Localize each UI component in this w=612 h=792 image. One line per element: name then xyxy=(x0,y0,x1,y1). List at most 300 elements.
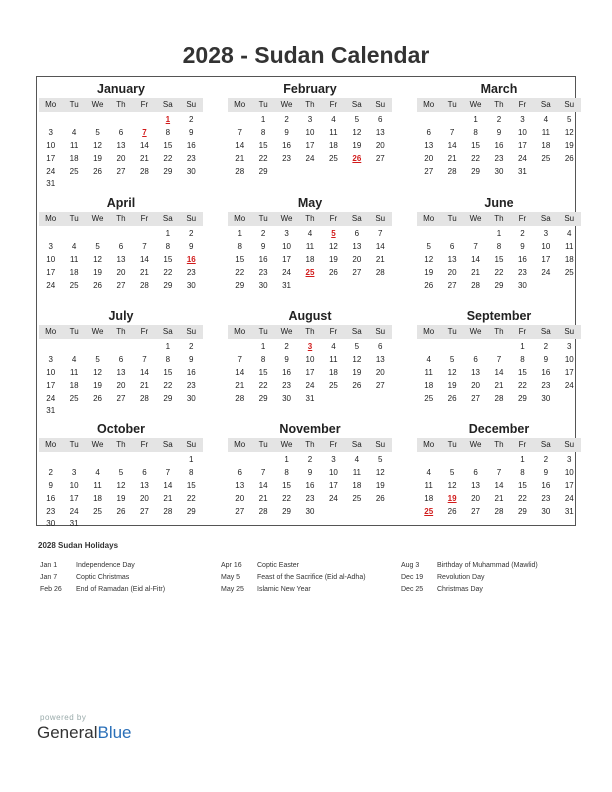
holiday-day-cell: 16 xyxy=(186,254,196,264)
day-cell: 8 xyxy=(520,467,525,477)
empty-cell xyxy=(417,341,440,354)
day-cell: 3 xyxy=(48,241,53,251)
weekday-label: Su xyxy=(186,327,197,336)
day-cell: 23 xyxy=(46,506,56,516)
day-cell: 3 xyxy=(48,127,53,137)
day-grid xyxy=(228,341,392,405)
day-cell: 10 xyxy=(517,127,527,137)
empty-cell xyxy=(109,454,132,467)
day-cell: 6 xyxy=(378,342,383,351)
holiday-column xyxy=(221,560,366,596)
day-cell: 14 xyxy=(258,480,268,490)
day-cell: 6 xyxy=(426,127,431,137)
weekday-header xyxy=(417,438,581,452)
day-cell: 29 xyxy=(282,506,292,516)
day-cell: 10 xyxy=(541,241,551,251)
day-cell: 7 xyxy=(142,354,147,364)
day-cell: 14 xyxy=(494,367,504,377)
day-cell: 25 xyxy=(69,166,79,176)
day-cell: 27 xyxy=(139,506,149,516)
day-cell: 1 xyxy=(165,342,171,351)
holiday-date: Dec 19 xyxy=(401,574,424,581)
day-cell: 21 xyxy=(235,153,245,163)
day-cell: 29 xyxy=(163,280,173,290)
day-cell: 1 xyxy=(284,455,289,464)
day-cell: 30 xyxy=(305,506,315,516)
day-cell: 9 xyxy=(48,480,53,490)
day-cell: 3 xyxy=(543,229,549,238)
day-cell: 8 xyxy=(165,354,171,364)
day-cell: 14 xyxy=(163,480,173,490)
day-cell: 13 xyxy=(375,127,385,137)
day-cell: 28 xyxy=(235,166,245,176)
day-cell: 10 xyxy=(305,354,315,364)
day-cell: 19 xyxy=(352,140,362,150)
empty-cell xyxy=(39,341,62,354)
day-cell: 14 xyxy=(375,241,385,251)
day-cell: 23 xyxy=(186,267,196,277)
day-cell: 21 xyxy=(139,380,149,390)
day-cell: 27 xyxy=(424,166,434,176)
day-cell: 11 xyxy=(69,367,79,377)
day-cell: 26 xyxy=(447,393,457,403)
day-cell: 16 xyxy=(282,140,292,150)
day-cell: 8 xyxy=(260,354,266,364)
day-cell: 25 xyxy=(69,280,79,290)
day-cell: 27 xyxy=(471,506,481,516)
day-cell: 28 xyxy=(447,166,457,176)
day-cell: 18 xyxy=(564,254,574,264)
day-cell: 1 xyxy=(189,455,194,464)
day-cell: 6 xyxy=(354,229,360,238)
empty-cell xyxy=(86,454,109,467)
weekday-label: Fr xyxy=(140,440,149,449)
month-name: March xyxy=(480,82,518,96)
day-cell: 25 xyxy=(541,153,551,163)
day-cell: 6 xyxy=(118,127,124,137)
day-cell: 30 xyxy=(46,519,56,529)
weekday-label: We xyxy=(469,100,482,109)
day-cell: 12 xyxy=(375,467,385,477)
day-cell: 4 xyxy=(71,241,77,251)
day-cell: 27 xyxy=(116,280,126,290)
day-cell: 16 xyxy=(46,493,56,503)
weekday-label: We xyxy=(280,214,293,223)
day-cell: 21 xyxy=(471,267,481,277)
day-cell: 7 xyxy=(260,467,266,477)
day-cell: 7 xyxy=(165,467,171,477)
holiday-name: Coptic Easter xyxy=(257,562,300,569)
day-cell: 1 xyxy=(165,229,171,238)
day-cell: 26 xyxy=(447,506,457,516)
day-cell: 10 xyxy=(564,354,574,364)
day-cell: 9 xyxy=(284,127,289,137)
day-cell: 11 xyxy=(352,467,361,477)
day-cell: 2 xyxy=(260,229,266,238)
day-cell: 30 xyxy=(541,506,551,516)
day-cell: 30 xyxy=(186,393,196,403)
day-cell: 24 xyxy=(305,380,315,390)
empty-cell xyxy=(133,341,156,354)
day-cell: 17 xyxy=(517,140,527,150)
month-december xyxy=(417,421,581,518)
weekday-header xyxy=(228,438,392,452)
day-cell: 19 xyxy=(352,367,362,377)
day-cell: 20 xyxy=(471,380,481,390)
empty-cell xyxy=(109,341,132,354)
weekday-label: Tu xyxy=(69,100,79,109)
holiday-column xyxy=(40,560,165,596)
holiday-day-cell: 25 xyxy=(305,267,315,277)
day-cell: 29 xyxy=(186,506,196,516)
day-cell: 12 xyxy=(93,367,103,377)
day-cell: 4 xyxy=(95,467,100,477)
day-cell: 8 xyxy=(189,467,194,477)
weekday-label: We xyxy=(469,214,482,223)
day-cell: 16 xyxy=(541,367,551,377)
day-cell: 26 xyxy=(352,380,362,390)
day-cell: 24 xyxy=(282,267,292,277)
weekday-header xyxy=(228,98,392,112)
weekday-label: Mo xyxy=(423,214,435,223)
day-cell: 9 xyxy=(189,127,194,137)
weekday-label: Mo xyxy=(423,440,435,449)
day-cell: 5 xyxy=(449,354,455,364)
day-cell: 28 xyxy=(139,280,149,290)
day-cell: 29 xyxy=(163,166,173,176)
day-cell: 9 xyxy=(307,467,313,477)
day-cell: 29 xyxy=(235,280,245,290)
weekday-label: Th xyxy=(494,327,504,336)
weekday-label: Th xyxy=(494,100,504,109)
day-cell: 14 xyxy=(139,254,149,264)
day-cell: 14 xyxy=(235,367,245,377)
day-cell: 12 xyxy=(352,127,362,137)
day-cell: 20 xyxy=(447,267,457,277)
day-cell: 21 xyxy=(139,267,149,277)
weekday-label: Fr xyxy=(518,214,527,223)
weekday-label: Tu xyxy=(258,440,268,449)
day-cell: 20 xyxy=(424,153,434,163)
day-cell: 21 xyxy=(494,380,504,390)
holiday-date: Jan 1 xyxy=(40,562,58,569)
weekday-label: We xyxy=(469,327,482,336)
day-grid xyxy=(417,114,581,178)
weekday-label: Mo xyxy=(234,100,246,109)
weekday-label: Mo xyxy=(423,327,435,336)
holiday-item xyxy=(40,584,165,596)
holiday-name: Revolution Day xyxy=(437,574,485,581)
day-cell: 13 xyxy=(424,140,434,150)
weekday-label: Fr xyxy=(518,100,527,109)
day-cell: 28 xyxy=(494,506,504,516)
day-cell: 31 xyxy=(564,506,574,516)
weekday-label: Mo xyxy=(45,214,57,223)
day-cell: 4 xyxy=(567,229,572,238)
day-cell: 23 xyxy=(305,493,315,503)
day-cell: 15 xyxy=(235,254,245,264)
day-cell: 17 xyxy=(46,267,56,277)
day-cell: 21 xyxy=(447,153,457,163)
month-name: January xyxy=(97,82,145,96)
day-cell: 5 xyxy=(95,354,100,364)
day-cell: 12 xyxy=(93,140,103,150)
calendar-grid xyxy=(36,76,576,529)
day-cell: 19 xyxy=(328,254,338,264)
weekday-label: Tu xyxy=(258,327,268,336)
brand-name-part2: Blue xyxy=(97,723,132,742)
holiday-item xyxy=(221,572,366,584)
day-cell: 27 xyxy=(235,506,245,516)
day-cell: 30 xyxy=(186,166,196,176)
day-cell: 31 xyxy=(46,179,56,189)
day-cell: 1 xyxy=(473,115,478,124)
day-cell: 14 xyxy=(447,140,457,150)
day-cell: 2 xyxy=(189,115,194,124)
day-cell: 9 xyxy=(260,241,266,251)
day-cell: 19 xyxy=(424,267,434,277)
empty-cell xyxy=(417,454,440,467)
weekday-label: We xyxy=(280,327,293,336)
empty-cell xyxy=(156,454,179,467)
empty-cell xyxy=(39,114,62,127)
day-cell: 29 xyxy=(494,280,504,290)
holiday-date: Jan 7 xyxy=(40,574,58,581)
month-july xyxy=(39,308,203,418)
month-june xyxy=(417,195,581,292)
day-cell: 22 xyxy=(258,380,268,390)
day-grid xyxy=(39,454,203,531)
day-cell: 23 xyxy=(517,267,527,277)
day-cell: 31 xyxy=(305,393,315,403)
day-cell: 30 xyxy=(258,280,268,290)
day-cell: 19 xyxy=(375,480,385,490)
day-cell: 28 xyxy=(375,267,385,277)
day-cell: 11 xyxy=(541,127,550,137)
day-cell: 5 xyxy=(354,342,360,351)
holiday-item xyxy=(401,584,538,596)
day-cell: 11 xyxy=(565,241,574,251)
day-cell: 2 xyxy=(284,342,289,351)
day-cell: 9 xyxy=(543,354,549,364)
holiday-name: Feast of the Sacrifice (Eid al-Adha) xyxy=(257,574,366,581)
day-cell: 7 xyxy=(378,229,383,238)
day-cell: 14 xyxy=(139,140,149,150)
day-cell: 29 xyxy=(471,166,481,176)
day-cell: 21 xyxy=(163,493,173,503)
day-cell: 24 xyxy=(564,493,574,503)
day-grid xyxy=(228,114,392,178)
holidays-title: 2028 Sudan Holidays xyxy=(38,541,119,550)
day-cell: 26 xyxy=(375,493,385,503)
weekday-label: Sa xyxy=(540,214,551,223)
day-cell: 22 xyxy=(163,267,173,277)
holiday-name: Islamic New Year xyxy=(257,586,311,593)
day-cell: 24 xyxy=(564,380,574,390)
day-cell: 17 xyxy=(46,380,56,390)
weekday-label: Sa xyxy=(351,100,362,109)
day-cell: 2 xyxy=(543,342,549,351)
weekday-header xyxy=(228,212,392,226)
day-cell: 20 xyxy=(116,380,126,390)
weekday-header xyxy=(39,212,203,226)
month-name: August xyxy=(288,309,332,323)
day-cell: 25 xyxy=(328,380,338,390)
weekday-label: Th xyxy=(116,214,126,223)
day-cell: 12 xyxy=(93,254,103,264)
day-cell: 3 xyxy=(567,342,572,351)
day-cell: 30 xyxy=(517,280,527,290)
day-cell: 21 xyxy=(235,380,245,390)
day-cell: 24 xyxy=(541,267,551,277)
day-cell: 19 xyxy=(93,153,103,163)
day-cell: 19 xyxy=(93,267,103,277)
weekday-header xyxy=(417,212,581,226)
day-cell: 27 xyxy=(116,393,126,403)
weekday-label: Mo xyxy=(423,100,435,109)
weekday-label: Fr xyxy=(140,327,149,336)
day-cell: 22 xyxy=(517,380,527,390)
day-cell: 1 xyxy=(520,342,525,351)
day-cell: 22 xyxy=(163,380,173,390)
weekday-label: We xyxy=(469,440,482,449)
day-cell: 22 xyxy=(235,267,245,277)
day-cell: 6 xyxy=(473,467,478,477)
holiday-column xyxy=(401,560,538,596)
day-cell: 26 xyxy=(93,393,103,403)
day-cell: 12 xyxy=(424,254,434,264)
empty-cell xyxy=(440,454,463,467)
day-cell: 24 xyxy=(69,506,79,516)
day-cell: 3 xyxy=(71,467,77,477)
day-cell: 29 xyxy=(517,393,527,403)
day-cell: 22 xyxy=(517,493,527,503)
day-cell: 16 xyxy=(541,480,551,490)
weekday-header xyxy=(228,325,392,339)
day-cell: 16 xyxy=(494,140,504,150)
weekday-label: We xyxy=(91,100,104,109)
day-cell: 19 xyxy=(116,493,126,503)
weekday-label: Sa xyxy=(540,100,551,109)
day-cell: 17 xyxy=(564,367,574,377)
day-cell: 26 xyxy=(93,166,103,176)
weekday-label: Th xyxy=(305,440,315,449)
day-cell: 29 xyxy=(163,393,173,403)
day-cell: 15 xyxy=(258,140,268,150)
day-cell: 28 xyxy=(235,393,245,403)
weekday-label: Th xyxy=(305,327,315,336)
day-cell: 10 xyxy=(46,140,56,150)
day-cell: 4 xyxy=(71,354,77,364)
day-cell: 5 xyxy=(567,115,572,124)
empty-cell xyxy=(133,454,156,467)
weekday-label: Th xyxy=(116,100,126,109)
empty-cell xyxy=(62,454,85,467)
empty-cell xyxy=(133,228,156,241)
weekday-label: We xyxy=(91,214,104,223)
day-cell: 13 xyxy=(352,241,362,251)
weekday-label: Tu xyxy=(69,327,79,336)
day-cell: 4 xyxy=(354,455,360,464)
day-cell: 24 xyxy=(46,166,56,176)
day-cell: 8 xyxy=(165,127,171,137)
brand-logo[interactable] xyxy=(37,723,132,743)
weekday-label: Mo xyxy=(234,214,246,223)
day-cell: 24 xyxy=(328,493,338,503)
day-cell: 2 xyxy=(189,229,194,238)
day-cell: 24 xyxy=(305,153,315,163)
day-cell: 3 xyxy=(567,455,572,464)
holiday-day-cell: 25 xyxy=(424,506,434,516)
weekday-header xyxy=(39,325,203,339)
day-grid xyxy=(39,341,203,418)
day-cell: 7 xyxy=(237,354,242,364)
day-cell: 6 xyxy=(118,241,124,251)
day-cell: 22 xyxy=(186,493,196,503)
day-cell: 11 xyxy=(424,367,433,377)
month-september xyxy=(417,308,581,405)
day-cell: 18 xyxy=(69,380,79,390)
month-april xyxy=(39,195,203,292)
day-cell: 28 xyxy=(471,280,481,290)
weekday-label: Su xyxy=(564,100,575,109)
day-cell: 18 xyxy=(424,380,434,390)
day-cell: 18 xyxy=(541,140,551,150)
day-cell: 23 xyxy=(541,493,551,503)
day-cell: 28 xyxy=(258,506,268,516)
empty-cell xyxy=(109,114,132,127)
weekday-label: Fr xyxy=(140,100,149,109)
day-cell: 2 xyxy=(543,455,549,464)
day-cell: 2 xyxy=(48,467,53,477)
day-cell: 10 xyxy=(46,254,56,264)
weekday-label: Su xyxy=(186,440,197,449)
day-cell: 27 xyxy=(447,280,457,290)
day-cell: 12 xyxy=(328,241,338,251)
day-cell: 14 xyxy=(471,254,481,264)
day-grid xyxy=(228,454,392,518)
day-cell: 4 xyxy=(71,127,77,137)
day-cell: 18 xyxy=(424,493,434,503)
day-cell: 13 xyxy=(116,254,126,264)
day-cell: 8 xyxy=(284,467,289,477)
day-cell: 17 xyxy=(46,153,56,163)
weekday-label: Su xyxy=(564,327,575,336)
day-cell: 6 xyxy=(142,467,147,477)
day-cell: 8 xyxy=(237,241,242,251)
day-cell: 11 xyxy=(329,127,338,137)
day-cell: 4 xyxy=(331,115,336,124)
day-cell: 28 xyxy=(494,393,504,403)
month-name: June xyxy=(484,196,514,210)
weekday-label: Mo xyxy=(234,327,246,336)
month-name: May xyxy=(297,196,323,210)
empty-cell xyxy=(62,114,85,127)
day-cell: 5 xyxy=(426,241,431,251)
day-cell: 8 xyxy=(165,241,171,251)
weekday-label: Mo xyxy=(45,100,57,109)
empty-cell xyxy=(440,114,463,127)
month-may xyxy=(228,195,392,292)
day-cell: 7 xyxy=(473,241,478,251)
weekday-label: Sa xyxy=(162,100,173,109)
day-cell: 26 xyxy=(424,280,434,290)
day-cell: 16 xyxy=(258,254,268,264)
day-cell: 1 xyxy=(260,342,266,351)
weekday-label: Mo xyxy=(45,440,57,449)
day-cell: 30 xyxy=(282,393,292,403)
day-cell: 9 xyxy=(520,241,525,251)
